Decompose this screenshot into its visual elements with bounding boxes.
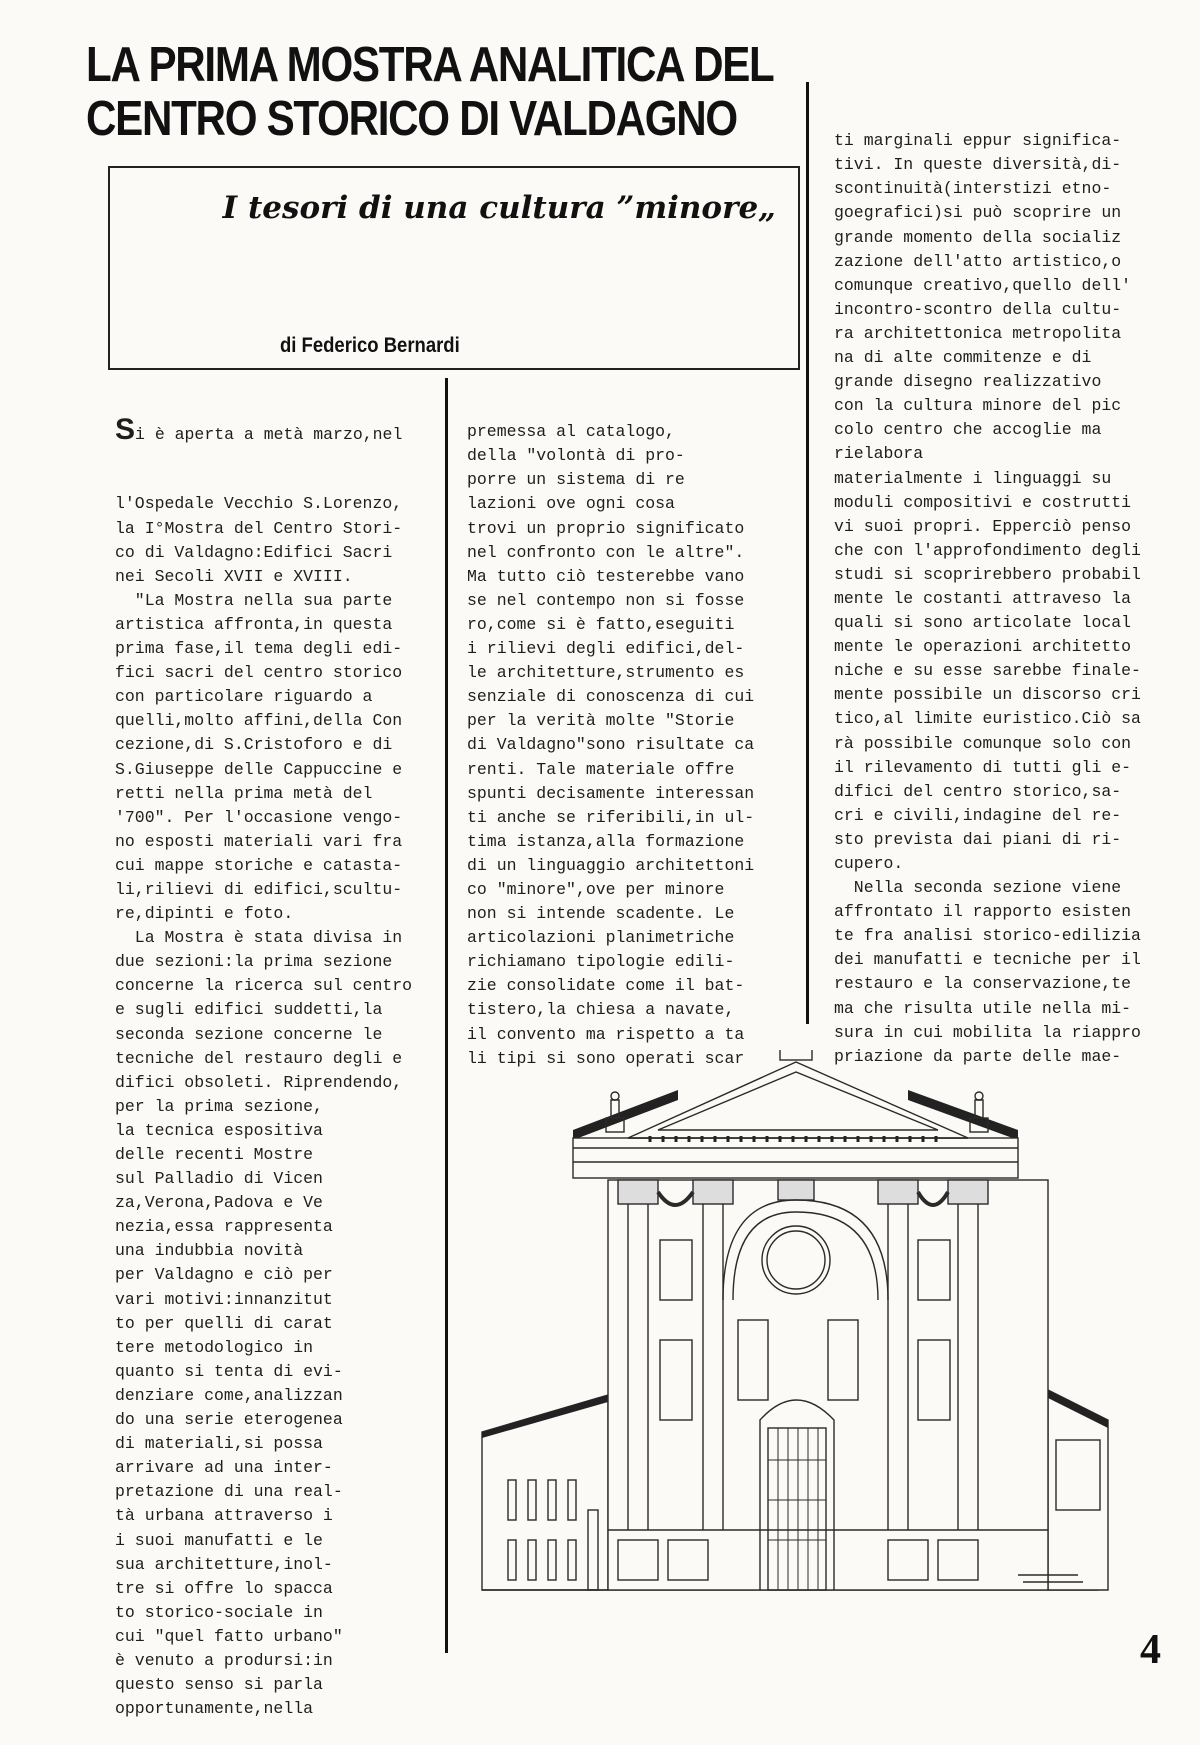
text-line: Nella seconda sezione viene bbox=[834, 878, 1122, 898]
text-line: fici sacri del centro storico bbox=[115, 663, 403, 683]
text-line: to storico-sociale in bbox=[115, 1602, 323, 1622]
text-line: articolazioni planimetriche bbox=[467, 928, 735, 948]
text-line: difici del centro storico,sa- bbox=[834, 781, 1122, 801]
text-line: di materiali,si possa bbox=[115, 1434, 323, 1454]
text-line: rà possibile comunque solo con bbox=[834, 733, 1132, 753]
text-line: materialmente i linguaggi su bbox=[834, 468, 1112, 488]
text-line: sto prevista dai piani di ri- bbox=[834, 829, 1122, 849]
text-line: priazione da parte delle mae- bbox=[834, 1046, 1122, 1066]
text-line: lazioni ove ogni cosa bbox=[467, 494, 675, 514]
column-1-lines bbox=[115, 492, 412, 1721]
church-facade-drawing bbox=[478, 1050, 1118, 1610]
text-line: scontinuità(interstizi etno- bbox=[834, 179, 1112, 199]
text-line: nel confronto con le altre". bbox=[467, 542, 745, 562]
text-line: la tecnica espositiva bbox=[115, 1120, 323, 1140]
text-line: tistero,la chiesa a navate, bbox=[467, 1000, 735, 1020]
text-line: quanto si tenta di evi- bbox=[115, 1361, 343, 1381]
text-line: il rilevamento di tutti gli e- bbox=[834, 757, 1132, 777]
text-line: incontro-scontro della cultu- bbox=[834, 299, 1122, 319]
text-line: co di Valdagno:Edifici Sacri bbox=[115, 542, 393, 562]
text-line: S.Giuseppe delle Cappuccine e bbox=[115, 759, 403, 779]
subtitle-box bbox=[108, 166, 800, 370]
text-line: nezia,essa rappresenta bbox=[115, 1217, 333, 1237]
text-line: per la verità molte "Storie bbox=[467, 711, 735, 731]
text-line: mente le costanti attraveso la bbox=[834, 588, 1132, 608]
text-line: è venuto a prodursi:in bbox=[115, 1650, 333, 1670]
text-line: cezione,di S.Cristoforo e di bbox=[115, 735, 393, 755]
text-line: quelli,molto affini,della Con bbox=[115, 711, 403, 731]
text-line: quali si sono articolate local bbox=[834, 613, 1132, 633]
text-line: premessa al catalogo, bbox=[467, 422, 675, 442]
text-line: con particolare riguardo a bbox=[115, 687, 373, 707]
text-line: concerne la ricerca sul centro bbox=[115, 976, 413, 996]
text-line: zazione dell'atto artistico,o bbox=[834, 251, 1122, 271]
text-line: cui "quel fatto urbano" bbox=[115, 1626, 343, 1646]
text-line: comunque creativo,quello dell' bbox=[834, 275, 1132, 295]
text-line: se nel contempo non si fosse bbox=[467, 590, 745, 610]
text-line: questo senso si parla bbox=[115, 1675, 323, 1695]
text-line: goegrafici)si può scoprire un bbox=[834, 203, 1122, 223]
text-line: no esposti materiali vari fra bbox=[115, 831, 403, 851]
text-line: delle recenti Mostre bbox=[115, 1145, 314, 1164]
column-rule-right bbox=[806, 82, 809, 1024]
text-line: i rilievi degli edifici,del- bbox=[467, 639, 745, 659]
text-line: pretazione di una real- bbox=[115, 1482, 343, 1502]
text-line: il convento ma rispetto a ta bbox=[467, 1024, 745, 1044]
text-line: grande momento della socializ bbox=[834, 227, 1122, 247]
subtitle: I tesori di una cultura ”minore„ bbox=[222, 190, 776, 226]
text-line: restauro e la conservazione,te bbox=[834, 974, 1132, 994]
text-line: di Valdagno"sono risultate ca bbox=[467, 735, 755, 755]
text-line: mente possibile un discorso cri bbox=[834, 685, 1141, 705]
text-line: seconda sezione concerne le bbox=[115, 1024, 383, 1044]
text-line: moduli compositivi e costrutti bbox=[834, 492, 1132, 512]
column-3-lines bbox=[834, 129, 1141, 1069]
text-line: tà urbana attraverso i bbox=[115, 1506, 333, 1526]
text-line: richiamano tipologie edili- bbox=[467, 952, 735, 972]
column-2-lines bbox=[467, 420, 754, 1071]
text-line: non si intende scadente. Le bbox=[467, 904, 735, 924]
headline-line-2: CENTRO STORICO DI VALDAGNO bbox=[86, 92, 737, 146]
text-line: tecniche del restauro degli e bbox=[115, 1048, 403, 1068]
text-line: grande disegno realizzativo bbox=[834, 372, 1102, 392]
text-line: tico,al limite euristico.Ciò sa bbox=[834, 709, 1141, 729]
first-line bbox=[115, 413, 412, 447]
text-line: na di alte commitenze e di bbox=[834, 348, 1092, 368]
text-line: do una serie eterogenea bbox=[115, 1410, 343, 1430]
page-number: 4 bbox=[1140, 1627, 1161, 1673]
text-line: studi si scoprirebbero probabil bbox=[834, 564, 1141, 584]
text-line: l'Ospedale Vecchio S.Lorenzo, bbox=[115, 494, 403, 514]
first-line-text: i è aperta a metà marzo,nel bbox=[135, 425, 403, 445]
headline-line-1: LA PRIMA MOSTRA ANALITICA DEL bbox=[86, 38, 774, 92]
text-line: tivi. In queste diversità,di- bbox=[834, 155, 1122, 175]
column-rule-left bbox=[445, 378, 448, 1653]
text-line: la I°Mostra del Centro Stori- bbox=[115, 518, 403, 538]
text-line: renti. Tale materiale offre bbox=[467, 759, 735, 779]
text-line: Ma tutto ciò testerebbe vano bbox=[467, 566, 745, 586]
text-line: li,rilievi di edifici,scultu- bbox=[115, 879, 403, 899]
text-line: tima istanza,alla formazione bbox=[467, 831, 745, 851]
text-line: opportunamente,nella bbox=[115, 1699, 314, 1719]
text-line: difici obsoleti. Riprendendo, bbox=[115, 1072, 403, 1092]
text-line: ti anche se riferibili,in ul- bbox=[467, 807, 755, 827]
text-line: ma che risulta utile nella mi- bbox=[834, 998, 1132, 1018]
text-line: di un linguaggio architettoni bbox=[467, 855, 755, 875]
text-line: nei Secoli XVII e XVIII. bbox=[115, 566, 353, 586]
text-line: niche e su esse sarebbe finale- bbox=[834, 661, 1141, 681]
text-line: sua architetture,inol- bbox=[115, 1554, 333, 1574]
text-line: tre si offre lo spacca bbox=[115, 1578, 333, 1598]
text-line: dei manufatti e tecniche per il bbox=[834, 950, 1141, 970]
text-line: ra architettonica metropolita bbox=[834, 323, 1122, 343]
text-line: affrontato il rapporto esisten bbox=[834, 902, 1132, 922]
text-line: te fra analisi storico-edilizia bbox=[834, 926, 1141, 946]
byline: di Federico Bernardi bbox=[280, 334, 460, 357]
text-line: mente le operazioni architetto bbox=[834, 637, 1132, 657]
text-line: '700". Per l'occasione vengo- bbox=[115, 807, 403, 827]
text-line: con la cultura minore del pic bbox=[834, 396, 1122, 416]
text-line: per Valdagno e ciò per bbox=[115, 1265, 333, 1285]
text-line: denziare come,analizzan bbox=[115, 1385, 343, 1405]
text-line: li tipi si sono operati scar bbox=[467, 1048, 745, 1068]
drop-cap: S bbox=[115, 413, 136, 447]
text-line: senziale di conoscenza di cui bbox=[467, 687, 755, 707]
article-column-1 bbox=[115, 372, 412, 1745]
text-line: tere metodologico in bbox=[115, 1337, 314, 1357]
text-line: colo centro che accoglie ma bbox=[834, 420, 1102, 440]
text-line: cui mappe storiche e catasta- bbox=[115, 855, 403, 875]
text-line: rielabora bbox=[834, 444, 924, 464]
text-line: za,Verona,Padova e Ve bbox=[115, 1193, 323, 1213]
text-line: che con l'approfondimento degli bbox=[834, 540, 1141, 560]
text-line: vi suoi propri. Epperciò penso bbox=[834, 516, 1132, 536]
article-column-2 bbox=[467, 372, 754, 1095]
text-line: i suoi manufatti e le bbox=[115, 1530, 323, 1550]
text-line: trovi un proprio significato bbox=[467, 518, 745, 538]
text-line: artistica affronta,in questa bbox=[115, 614, 393, 634]
text-line: zie consolidate come il bat- bbox=[467, 976, 745, 996]
text-line: le architetture,strumento es bbox=[467, 663, 745, 683]
text-line: della "volontà di pro- bbox=[467, 446, 685, 466]
text-line: per la prima sezione, bbox=[115, 1096, 323, 1116]
text-line: to per quelli di carat bbox=[115, 1313, 333, 1333]
text-line: ro,come si è fatto,eseguiti bbox=[467, 614, 735, 634]
text-line: una indubbia novità bbox=[115, 1241, 304, 1261]
text-line: re,dipinti e foto. bbox=[115, 904, 294, 924]
text-line: co "minore",ove per minore bbox=[467, 879, 725, 899]
text-line: spunti decisamente interessan bbox=[467, 783, 755, 803]
article-column-3 bbox=[834, 81, 1141, 1093]
text-line: porre un sistema di re bbox=[467, 470, 685, 490]
text-line: ti marginali eppur significa- bbox=[834, 131, 1122, 151]
text-line: cupero. bbox=[834, 854, 904, 873]
text-line: sura in cui mobilita la riappro bbox=[834, 1022, 1141, 1042]
text-line: sul Palladio di Vicen bbox=[115, 1169, 323, 1189]
text-line: "La Mostra nella sua parte bbox=[115, 590, 393, 610]
text-line: due sezioni:la prima sezione bbox=[115, 952, 393, 972]
text-line: retti nella prima metà del bbox=[115, 783, 373, 803]
text-line: vari motivi:innanzitut bbox=[115, 1289, 333, 1309]
text-line: prima fase,il tema degli edi- bbox=[115, 639, 403, 659]
text-line: La Mostra è stata divisa in bbox=[115, 928, 403, 948]
text-line: e sugli edifici suddetti,la bbox=[115, 1000, 383, 1020]
text-line: cri e civili,indagine del re- bbox=[834, 805, 1122, 825]
text-line: arrivare ad una inter- bbox=[115, 1458, 333, 1478]
headline bbox=[86, 38, 774, 146]
